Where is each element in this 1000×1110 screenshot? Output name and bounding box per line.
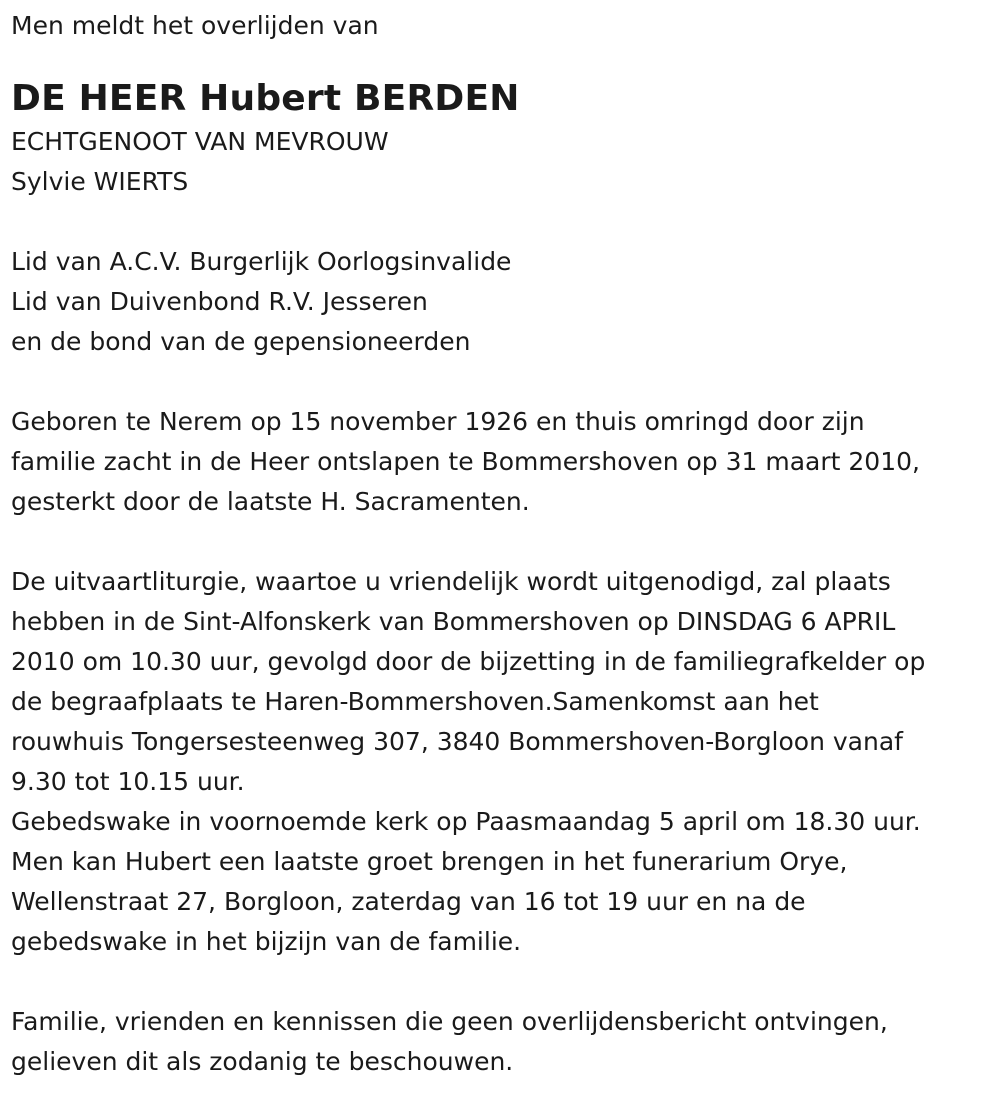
spouse-line-2: Sylvie WIERTS	[11, 167, 189, 196]
funeral-line: 9.30 tot 10.15 uur.	[11, 767, 245, 796]
membership-line: Lid van A.C.V. Burgerlijk Oorlogsinvalide	[11, 247, 512, 276]
spacer	[11, 202, 990, 242]
funeral-line: Gebedswake in voornoemde kerk op Paasmaandag 5 april om 18.30 uur.	[11, 807, 921, 836]
funeral-section	[11, 562, 990, 962]
closing-section	[11, 1002, 990, 1082]
membership-line: Lid van Duivenbond R.V. Jesseren	[11, 287, 428, 316]
funeral-line: 2010 om 10.30 uur, gevolgd door de bijzetting in de familiegrafkelder op	[11, 647, 926, 676]
funeral-line: rouwhuis Tongersesteenweg 307, 3840 Bommershoven-Borgloon vanaf	[11, 727, 903, 756]
funeral-line: gebedswake in het bijzijn van de familie.	[11, 927, 522, 956]
intro-text: Men meldt het overlijden van	[11, 11, 379, 40]
funeral-line: Men kan Hubert een laatste groet brengen in het funerarium Orye,	[11, 847, 848, 876]
birth-death-line: familie zacht in de Heer ontslapen te Bommershoven op 31 maart 2010,	[11, 447, 920, 476]
birth-death-line: gesterkt door de laatste H. Sacramenten.	[11, 487, 530, 516]
funeral-line: Wellenstraat 27, Borgloon, zaterdag van 16 tot 19 uur en na de	[11, 887, 806, 916]
funeral-line: hebben in de Sint-Alfonskerk van Bommershoven op DINSDAG 6 APRIL	[11, 607, 896, 636]
membership-line: en de bond van de gepensioneerden	[11, 327, 471, 356]
funeral-line: De uitvaartliturgie, waartoe u vriendelijk wordt uitgenodigd, zal plaats	[11, 567, 891, 596]
closing-line: Familie, vrienden en kennissen die geen overlijdensbericht ontvingen,	[11, 1007, 888, 1036]
spacer	[11, 522, 990, 562]
closing-line: gelieven dit als zodanig te beschouwen.	[11, 1047, 514, 1076]
funeral-line: de begraafplaats te Haren-Bommershoven.Samenkomst aan het	[11, 687, 819, 716]
spacer	[11, 362, 990, 402]
deceased-name-heading: DE HEER Hubert BERDEN	[11, 78, 520, 119]
spacer	[11, 962, 990, 1002]
memberships-section	[11, 242, 990, 362]
birth-death-section	[11, 402, 990, 522]
birth-death-line: Geboren te Nerem op 15 november 1926 en thuis omringd door zijn	[11, 407, 865, 436]
spouse-line-1: ECHTGENOOT VAN MEVROUW	[11, 127, 389, 156]
